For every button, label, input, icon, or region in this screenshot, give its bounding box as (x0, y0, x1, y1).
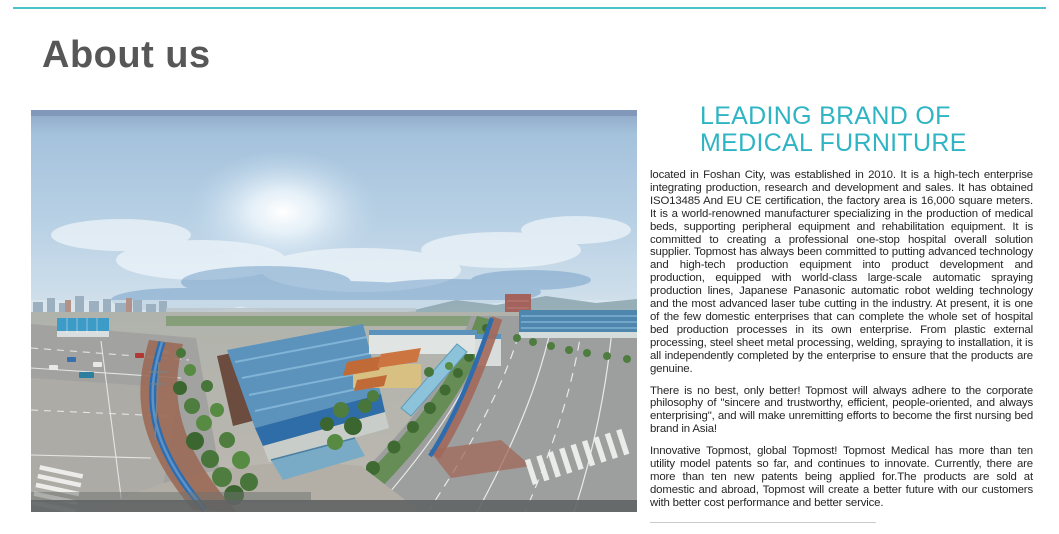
factory-panorama-illustration (31, 110, 637, 512)
section-heading-line1: LEADING BRAND OF (700, 102, 951, 130)
about-paragraph-3: Innovative Topmost, global Topmost! Topmost Medical has more than ten utility model patents so far, and continues to innovate. Currently, there are more than ten new patents being applied for.The products are sold at domestic and abroad, Topmost will create a better future with our customers with better cost performance and better service. (650, 445, 1033, 509)
about-paragraph-1: located in Foshan City, was established in 2010. It is a high-tech enterprise integrating production, research and development and sales. It has obtained ISO13485 And EU CE certification, the factory area is 16,000 square meters. It is a world-renowned manufacturer specializing in the production of medical beds, supporting peripheral equipment and rehabilitation equipment. It is committed to creating a professional one-stop hospital overall solution supplier. Topmost has always been committed to putting advanced technology and high-tech production equipment into product development and production, equipped with world-class large-scale automatic spraying production lines, Japanese Panasonic automatic robot welding technology and the most advanced laser tube cutting in the industry. At present, it is one of the few domestic enterprises that can complete the whole set of hospital bed production processes in its own enterprise. From plastic external processing, steel sheet metal processing, welding, spraying to installation, it is all independently completed by the enterprise to ensure that the products are genuine. (650, 169, 1033, 375)
about-text-column (650, 103, 1033, 519)
bottom-divider-line (650, 522, 876, 523)
page-title: About us (42, 34, 211, 76)
section-heading (700, 103, 1033, 156)
about-paragraph-2: There is no best, only better! Topmost will always adhere to the corporate philosophy of "sincere and trustworthy, efficient, people-oriented, and always enterprising", and will make unremitting efforts to become the first nursing bed brand in Asia! (650, 384, 1033, 436)
top-accent-line (13, 7, 1046, 9)
factory-panorama-image (31, 110, 637, 512)
section-heading-line2: MEDICAL FURNITURE (700, 128, 967, 157)
